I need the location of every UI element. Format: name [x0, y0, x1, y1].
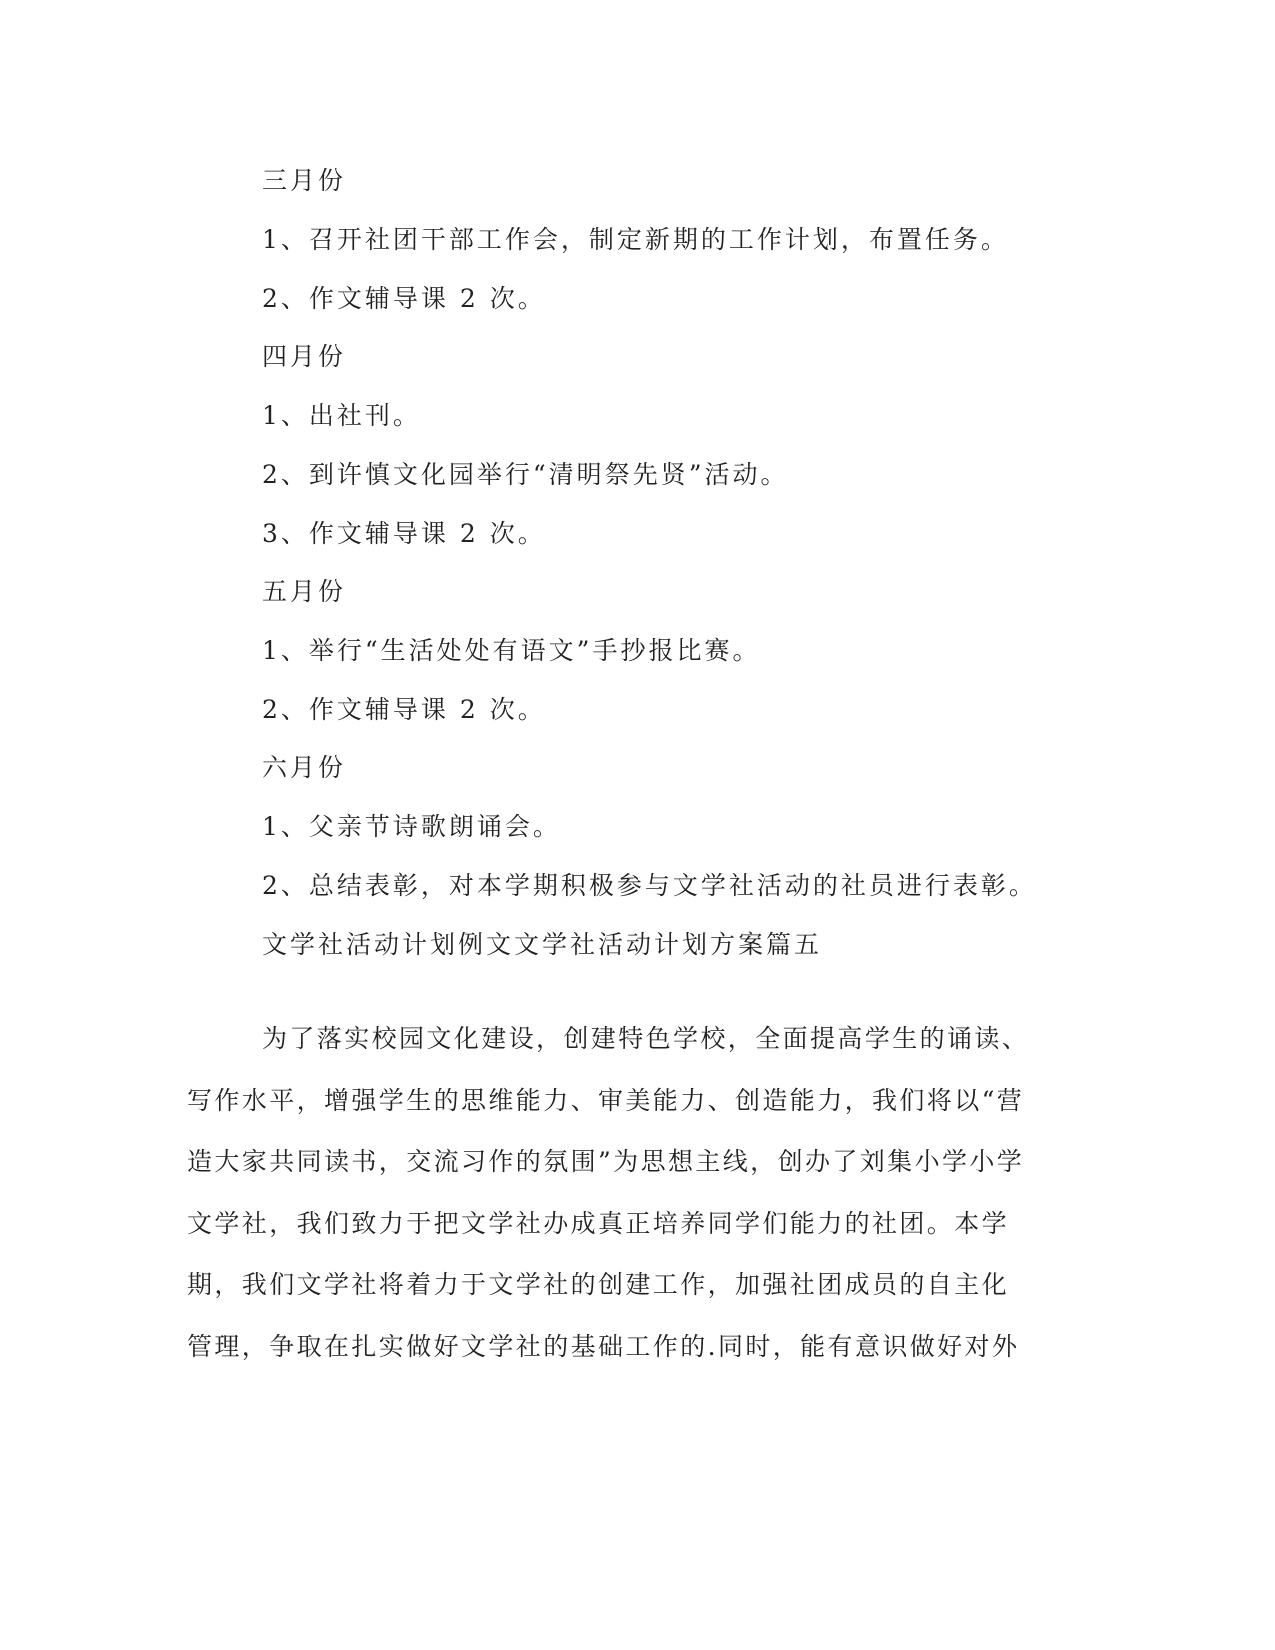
paragraph-line: 文学社，我们致力于把文学社办成真正培养同学们能力的社团。本学 [187, 1208, 1010, 1238]
paragraph-line: 为了落实校园文化建设，创建特色学校，全面提高学生的诵读、 [262, 1024, 1030, 1053]
list-item: 2、作文辅导课 2 次。 [262, 284, 546, 313]
list-item: 1、出社刊。 [262, 401, 421, 430]
paragraph-line: 期，我们文学社将着力于文学社的创建工作，加强社团成员的自主化 [187, 1270, 1010, 1300]
list-item: 1、父亲节诗歌朗诵会。 [262, 812, 561, 841]
month-heading-june: 六月份 [262, 753, 347, 782]
list-item: 1、召开社团干部工作会，制定新期的工作计划，布置任务。 [262, 225, 1009, 254]
month-heading-march: 三月份 [262, 166, 347, 195]
list-item: 2、到许慎文化园举行“清明祭先贤”活动。 [262, 460, 789, 489]
paragraph-line: 写作水平，增强学生的思维能力、审美能力、创造能力，我们将以“营 [187, 1085, 1025, 1115]
list-item: 3、作文辅导课 2 次。 [262, 519, 546, 548]
list-item: 2、总结表彰，对本学期积极参与文学社活动的社员进行表彰。 [262, 871, 1037, 900]
article-title: 文学社活动计划例文文学社活动计划方案篇五 [262, 930, 823, 959]
paragraph-line: 管理，争取在扎实做好文学社的基础工作的.同时，能有意识做好对外 [187, 1331, 1020, 1361]
paragraph-line: 造大家共同读书，交流习作的氛围”为思想主线，创办了刘集小学小学 [187, 1147, 1025, 1177]
list-item: 1、举行“生活处处有语文”手抄报比赛。 [262, 636, 761, 665]
list-item: 2、作文辅导课 2 次。 [262, 695, 546, 724]
month-heading-april: 四月份 [262, 342, 347, 371]
month-heading-may: 五月份 [262, 577, 347, 606]
body-paragraph [187, 1008, 1067, 1378]
